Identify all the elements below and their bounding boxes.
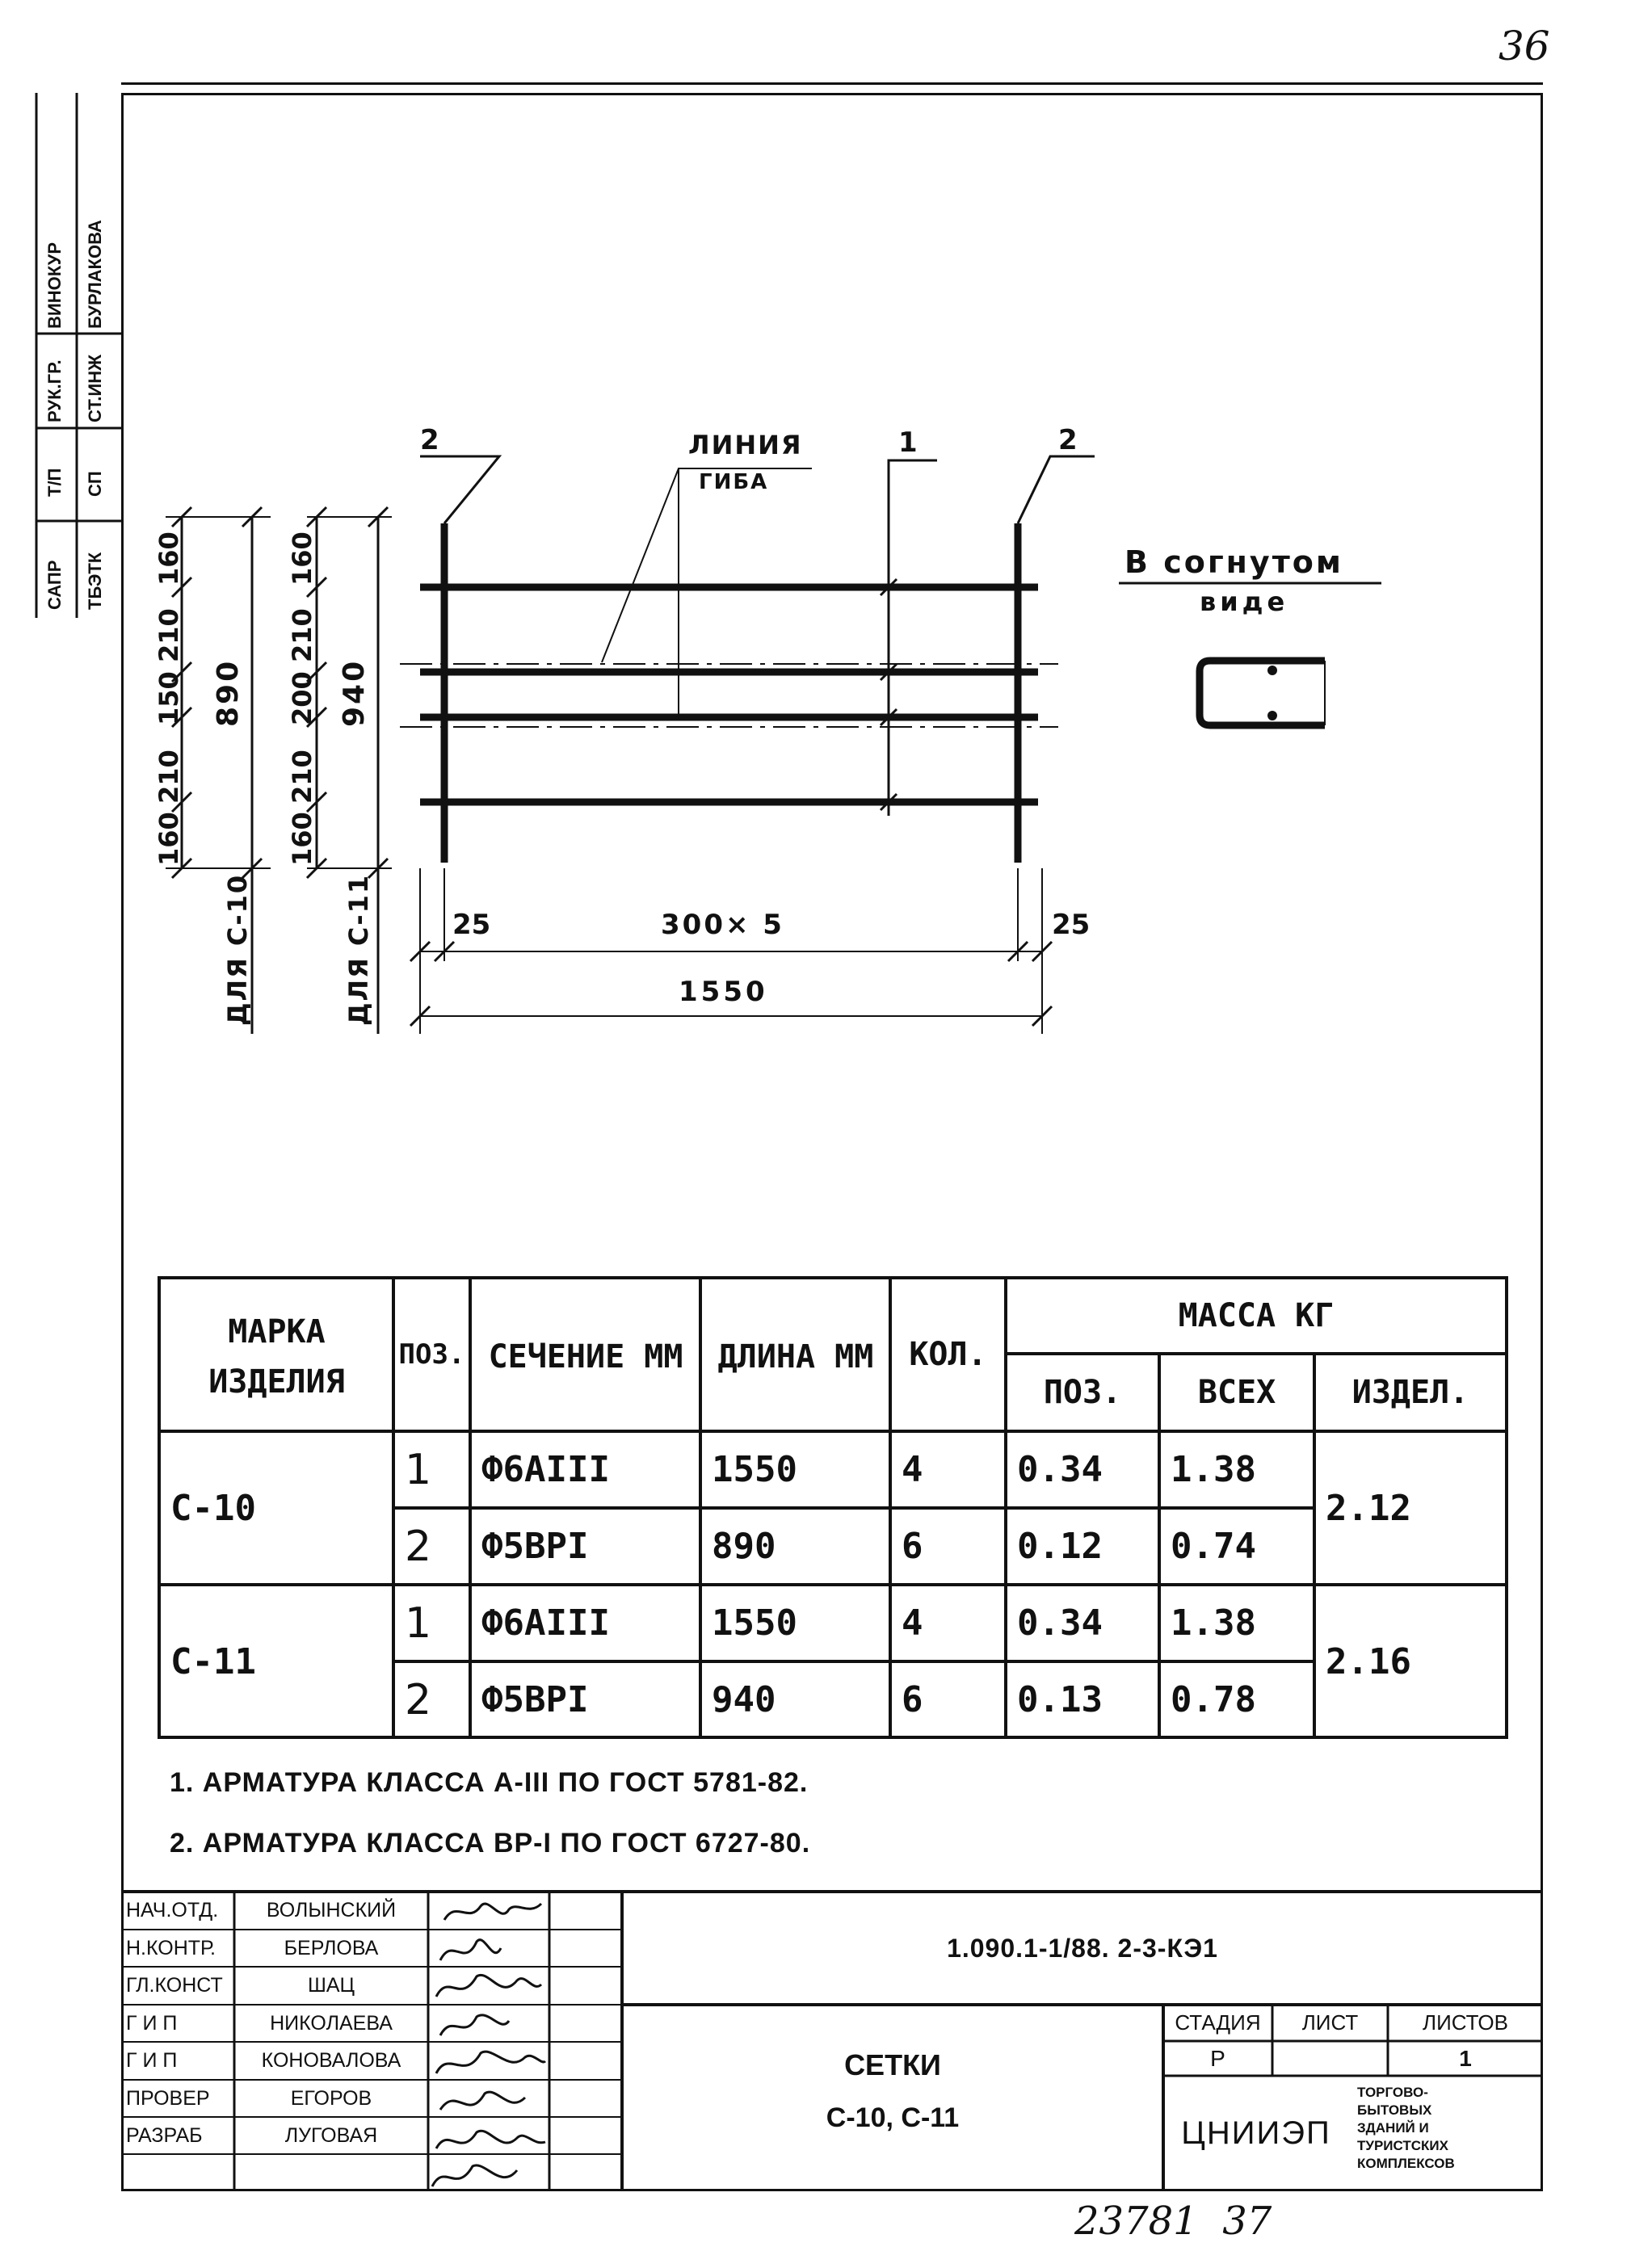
tb-name-7: ЛУГОВАЯ [284,2123,378,2147]
title-block [121,1892,1543,2191]
table-cell-qty: 6 [902,1679,923,1720]
table-cell-pos: 1 [405,1598,432,1648]
sheets-value: 1 [1459,2045,1472,2071]
tb-name-1: ВОЛЫНСКИЙ [266,1899,397,1922]
page-number: 36 [1499,23,1550,69]
table-cell-mass-pos: 0.13 [1017,1679,1103,1720]
table-cell-mark: С-11 [170,1640,256,1682]
tb-role-2: Н.КОНТР. [126,1936,216,1959]
leader-pos-2-left [420,456,499,523]
org-description [1357,2084,1539,2173]
stamp-role-3: Т/П [44,468,65,497]
note-2: 2. АРМАТУРА КЛАССА ВР-I ПО ГОСТ 6727-80. [170,1828,811,1858]
stamp-name-4: ТБЭТК [85,552,105,610]
table-cell-mark: С-10 [170,1487,256,1529]
table-cell-pos: 2 [405,1675,432,1724]
table-cell-mass-pos: 0.34 [1017,1449,1103,1490]
bent-view-shape [1200,661,1325,725]
table-cell-length: 1550 [712,1602,797,1644]
table-cell-mass-all: 0.78 [1171,1679,1256,1720]
leader-pos-1 [889,460,937,816]
table-cell-mass-item: 2.16 [1326,1640,1411,1682]
org-name: ЦНИИЭП [1181,2115,1331,2151]
dim-c10-4: 210 [153,750,184,804]
org-desc-line-5: КОМПЛЕКСОВ [1357,2156,1455,2171]
tb-name-6: ЕГОРОВ [290,2086,372,2110]
table-cell-mass-pos: 0.34 [1017,1602,1103,1644]
tb-name-5: КОНОВАЛОВА [261,2049,401,2072]
header-mass-all: ВСЕХ [1197,1374,1276,1411]
org-desc-line-1: ТОРГОВО- [1357,2085,1428,2100]
stamp-role-2: РУК.ГР. [44,359,65,422]
dim-c10-5: 160 [153,812,184,866]
label-for-c10: ДЛЯ С-10 [222,873,253,1026]
stamp-name-1: БУРЛАКОВА [85,220,105,329]
org-desc-line-4: ТУРИСТСКИХ [1357,2138,1448,2153]
sheet-title-2: С-10, С-11 [826,2102,960,2133]
label-pos-1: 1 [898,426,918,459]
table-cell-length: 1550 [712,1449,797,1490]
tb-role-3: ГЛ.КОНСТ [126,1974,223,1997]
label-bent-view-2: виде [1200,586,1289,617]
dim-c10-total: 890 [212,658,245,727]
dim-c11-1: 160 [287,531,317,586]
table-cell-mass-all: 0.74 [1171,1526,1256,1567]
dim-c11-total: 940 [338,658,371,727]
table-cell-section: Ф6АIII [481,1602,610,1644]
tb-role-4: Г И П [126,2011,178,2035]
label-pos-2-right: 2 [1058,424,1078,456]
table-cell-mass-item: 2.12 [1326,1487,1411,1529]
table-cell-length: 890 [712,1526,776,1567]
label-bend-line-1: ЛИНИЯ [688,430,803,460]
dim-c11-5: 160 [287,812,317,866]
label-pos-2-left: 2 [420,424,439,456]
table-cell-section: Ф5ВРI [481,1526,589,1567]
table-cell-mass-all: 1.38 [1171,1449,1256,1490]
tb-role-6: ПРОВЕР [126,2086,210,2110]
dim-c11-2: 210 [287,608,317,662]
stamp-name-2: СТ.ИНЖ [85,355,105,422]
stamp-name-3: СП [85,471,105,497]
table-cell-qty: 6 [902,1526,923,1567]
stage-value: Р [1210,2045,1225,2071]
dim-total: 1550 [679,976,768,1008]
header-length: ДЛИНА ММ [717,1338,874,1376]
signatures [432,1904,545,2186]
dim-middle: 300× 5 [661,909,784,941]
table-cell-qty: 4 [902,1449,923,1490]
table-cell-qty: 4 [902,1602,923,1644]
sheet-value [1272,2041,1388,2076]
label-bent-view-1: В согнутом [1124,544,1343,580]
table-cell-pos: 1 [405,1445,432,1494]
header-pos: ПОЗ. [398,1338,465,1371]
header-qty: КОЛ. [909,1336,987,1373]
dim-c10-3: 150 [153,671,184,725]
dim-c10-1: 160 [153,531,184,586]
org-desc-line-3: ЗДАНИЙ И [1357,2120,1429,2136]
note-1: 1. АРМАТУРА КЛАССА А-III ПО ГОСТ 5781-82. [170,1767,809,1798]
table-cell-section: Ф5ВРI [481,1679,589,1720]
stamp-role-4: САПР [44,560,65,610]
dim-c11-3: 200 [287,671,317,725]
tb-role-5: Г И П [126,2049,178,2072]
label-bend-line-2: ГИБА [699,470,769,494]
bottom-number: 23781 37 [1074,2199,1272,2244]
tb-name-2: БЕРЛОВА [284,1936,379,1959]
org-desc-line-2: БЫТОВЫХ [1357,2102,1432,2118]
dim-right: 25 [1052,909,1091,941]
table-cell-length: 940 [712,1679,776,1720]
header-mass-pos: ПОЗ. [1043,1374,1122,1411]
sheet-label: ЛИСТ [1301,2010,1359,2035]
label-for-c11: ДЛЯ С-11 [343,873,374,1026]
leader-pos-2-right [1018,456,1095,523]
tb-role-7: РАЗРАБ [126,2123,203,2147]
tb-name-3: ШАЦ [307,1974,355,1997]
stamp-role-1: ВИНОКУР [44,242,65,329]
stage-label: СТАДИЯ [1175,2010,1261,2035]
doc-code: 1.090.1-1/88. 2-3-КЭ1 [947,1933,1218,1963]
sheet-title-1: СЕТКИ [844,2048,941,2081]
table-cell-pos: 2 [405,1522,432,1571]
spec-table [158,1276,1508,1739]
dim-left: 25 [452,909,491,941]
table-cell-mass-pos: 0.12 [1017,1526,1103,1567]
header-mass: МАССА КГ [1178,1297,1335,1334]
tb-role-1: НАЧ.ОТД. [126,1899,219,1922]
header-mark: МАРКА ИЗДЕЛИЯ [208,1313,345,1401]
dim-c11-4: 210 [287,750,317,804]
table-cell-section: Ф6АIII [481,1449,610,1490]
header-mass-item: ИЗДЕЛ. [1351,1374,1469,1411]
sheets-label: ЛИСТОВ [1423,2010,1508,2035]
leader-bend-line [602,468,812,662]
tb-name-4: НИКОЛАЕВА [270,2011,393,2035]
header-section: СЕЧЕНИЕ ММ [488,1338,683,1376]
dim-c10-2: 210 [153,608,184,662]
table-cell-mass-all: 1.38 [1171,1602,1256,1644]
